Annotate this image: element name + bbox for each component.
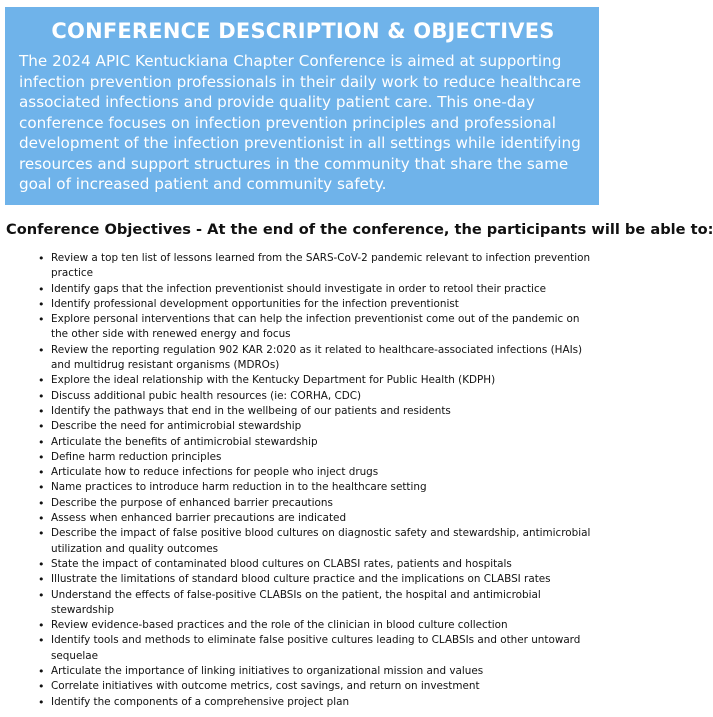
list-item: • Identify gaps that the infection preventionist should investigate in order to retool their practice (51, 282, 591, 297)
list-item: • Understand the effects of false-positive CLABSIs on the patient, the hospital and antimicrobial stewardship (51, 588, 591, 619)
description-banner (5, 7, 599, 205)
objectives-heading: Conference Objectives - At the end of the conference, the participants will be able to: (6, 221, 713, 238)
list-item: • Articulate the importance of linking initiatives to organizational mission and values (51, 664, 591, 679)
list-item: • Correlate initiatives with outcome metrics, cost savings, and return on investment (51, 679, 591, 694)
banner-title: CONFERENCE DESCRIPTION & OBJECTIVES (51, 19, 555, 43)
list-item: • Explore personal interventions that can help the infection preventionist come out of the pandemic on the other side with renewed energy and focus (51, 312, 591, 343)
objectives-list (51, 251, 591, 710)
list-item: • Describe the impact of false positive blood cultures on diagnostic safety and stewardship, antimicrobial utilization and quality outcomes (51, 526, 591, 557)
list-item: • Identify professional development opportunities for the infection preventionist (51, 297, 591, 312)
list-item: • Identify tools and methods to eliminate false positive cultures leading to CLABSIs and other untoward sequelae (51, 633, 591, 664)
list-item: • Review the reporting regulation 902 KAR 2:020 as it related to healthcare-associated infections (HAIs) and multidrug resistant organisms (MDROs) (51, 343, 591, 374)
list-item: • Review a top ten list of lessons learned from the SARS-CoV-2 pandemic relevant to infection prevention practice (51, 251, 591, 282)
list-item: • Describe the need for antimicrobial stewardship (51, 419, 591, 434)
list-item: • Identify the pathways that end in the wellbeing of our patients and residents (51, 404, 591, 419)
list-item: • Illustrate the limitations of standard blood culture practice and the implications on CLABSI rates (51, 572, 591, 587)
list-item: • Describe the purpose of enhanced barrier precautions (51, 496, 591, 511)
list-item: • Review evidence-based practices and the role of the clinician in blood culture collection (51, 618, 591, 633)
list-item: • Define harm reduction principles (51, 450, 591, 465)
list-item: • State the impact of contaminated blood cultures on CLABSI rates, patients and hospitals (51, 557, 591, 572)
list-item: • Articulate how to reduce infections for people who inject drugs (51, 465, 591, 480)
list-item: • Name practices to introduce harm reduction in to the healthcare setting (51, 480, 591, 495)
list-item: • Discuss additional pubic health resources (ie: CORHA, CDC) (51, 389, 591, 404)
list-item: • Identify the components of a comprehensive project plan (51, 695, 591, 710)
list-item: • Assess when enhanced barrier precautions are indicated (51, 511, 591, 526)
list-item: • Explore the ideal relationship with the Kentucky Department for Public Health (KDPH) (51, 373, 591, 388)
list-item: • Articulate the benefits of antimicrobial stewardship (51, 435, 591, 450)
banner-description: The 2024 APIC Kentuckiana Chapter Conference is aimed at supporting infection prevention professionals in their daily work to reduce healthcare associated infections and provide quality patient care. This one-day conference focuses on infection prevention principles and professional development of the infection preventionist in all settings while identifying resources and support structures in the community that share the same goal of increased patient and community safety. (19, 52, 582, 193)
